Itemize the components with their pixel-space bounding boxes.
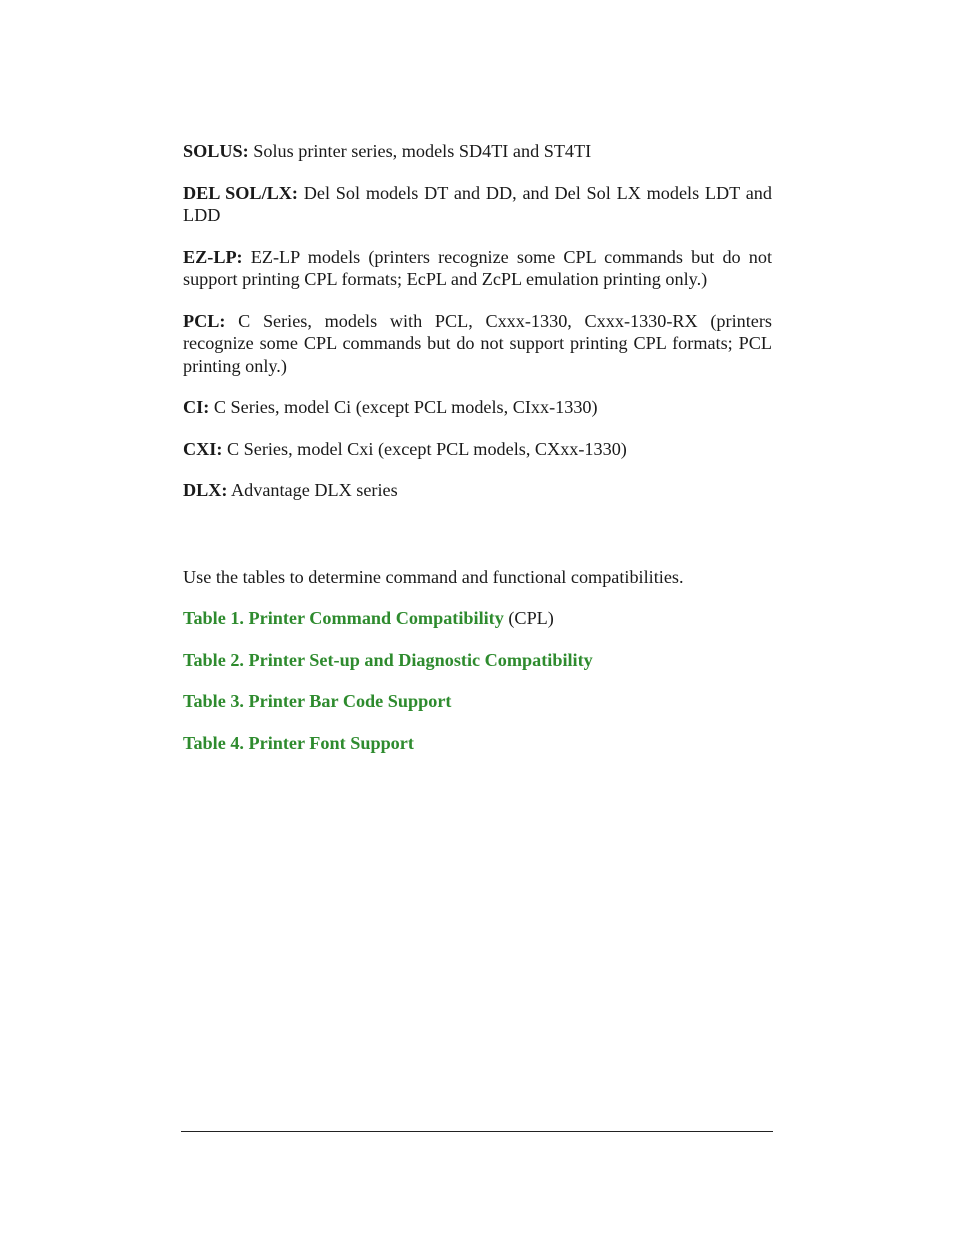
definition-term: SOLUS: <box>183 141 249 161</box>
intro-text: Use the tables to determine command and functional compatibilities. <box>183 566 684 587</box>
definition-ez-lp <box>183 246 772 291</box>
definition-term: DLX: <box>183 480 228 500</box>
table-3-link[interactable]: Table 3. Printer Bar Code Support <box>183 691 452 711</box>
definition-ci <box>183 396 772 419</box>
section-spacer <box>183 521 772 566</box>
definition-term: CI: <box>183 397 210 417</box>
table-2-link[interactable]: Table 2. Printer Set-up and Diagnostic Compatibility <box>183 649 593 670</box>
definition-text: Advantage DLX series <box>231 480 398 500</box>
definition-text: C Series, model Cxi (except PCL models, CXxx-1330) <box>226 438 627 459</box>
definition-term: PCL: <box>183 310 226 331</box>
definition-text: Solus printer series, models SD4TI and ST4TI <box>253 141 592 161</box>
definition-text: C Series, model Ci (except PCL models, CIxx-1330) <box>213 397 598 417</box>
definition-solus <box>183 140 772 163</box>
table-link-line <box>183 649 772 672</box>
definition-term: EZ-LP: <box>183 246 243 267</box>
definition-pcl <box>183 310 772 378</box>
definition-dlx <box>183 479 772 502</box>
table-link-line <box>183 732 772 755</box>
definition-text: C Series, models with PCL, Cxxx-1330, Cxxx-1330-RX (printers recognize some CPL commands but do not support printing CPL formats; PCL printing only.) <box>183 310 772 376</box>
definition-text: EZ-LP models (printers recognize some CPL commands but do not support printing CPL formats; EcPL and ZcPL emulation printing only.) <box>183 246 772 289</box>
table-link-suffix: (CPL) <box>503 608 554 628</box>
footer-divider <box>181 1131 773 1132</box>
definition-del-sol-lx <box>183 182 772 227</box>
table-4-link[interactable]: Table 4. Printer Font Support <box>183 732 414 753</box>
definition-term: CXI: <box>183 438 223 459</box>
definition-text: Del Sol models DT and DD, and Del Sol LX models LDT and LDD <box>183 182 772 225</box>
table-link-line <box>183 607 772 630</box>
definition-term: DEL SOL/LX: <box>183 182 298 203</box>
table-1-link[interactable]: Table 1. Printer Command Compatibility <box>183 608 504 628</box>
page-content <box>183 140 772 773</box>
definition-cxi <box>183 438 772 461</box>
table-link-line <box>183 690 772 713</box>
